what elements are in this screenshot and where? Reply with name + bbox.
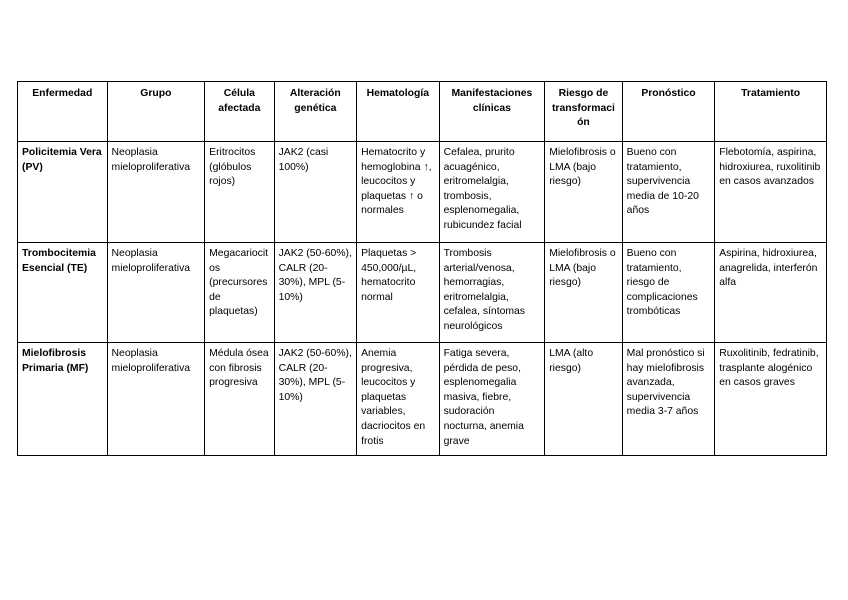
cell-celula: Médula ósea con fibrosis progresiva: [205, 343, 274, 456]
table-row: [18, 142, 827, 243]
cell-manifestaciones: Cefalea, prurito acuagénico, eritromelalgia, trombosis, esplenomegalia, rubicundez facial: [439, 142, 545, 243]
header-grupo: Grupo: [107, 82, 205, 142]
cell-riesgo: Mielofibrosis o LMA (bajo riesgo): [545, 142, 622, 243]
cell-hematologia: Plaquetas > 450,000/µL, hematocrito normal: [357, 243, 440, 343]
cell-grupo: Neoplasia mieloproliferativa: [107, 243, 205, 343]
cell-enfermedad: Trombocitemia Esencial (TE): [18, 243, 108, 343]
cell-riesgo: Mielofibrosis o LMA (bajo riesgo): [545, 243, 622, 343]
header-alteracion: Alteración genética: [274, 82, 357, 142]
cell-grupo: Neoplasia mieloproliferativa: [107, 142, 205, 243]
cell-enfermedad: Mielofibrosis Primaria (MF): [18, 343, 108, 456]
cell-pronostico: Bueno con tratamiento, riesgo de complicaciones trombóticas: [622, 243, 715, 343]
cell-celula: Megacariocitos (precursores de plaquetas): [205, 243, 274, 343]
header-celula: Célula afectada: [205, 82, 274, 142]
cell-pronostico: Bueno con tratamiento, supervivencia media de 10-20 años: [622, 142, 715, 243]
header-riesgo: Riesgo de transformación: [545, 82, 622, 142]
header-hematologia: Hematología: [357, 82, 440, 142]
cell-celula: Eritrocitos (glóbulos rojos): [205, 142, 274, 243]
disease-comparison-table: [17, 81, 827, 456]
header-pronostico: Pronóstico: [622, 82, 715, 142]
table-row: [18, 243, 827, 343]
cell-alteracion: JAK2 (casi 100%): [274, 142, 357, 243]
cell-enfermedad: Policitemia Vera (PV): [18, 142, 108, 243]
cell-riesgo: LMA (alto riesgo): [545, 343, 622, 456]
header-manifestaciones: Manifestaciones clínicas: [439, 82, 545, 142]
cell-hematologia: Anemia progresiva, leucocitos y plaquetas variables, dacriocitos en frotis: [357, 343, 440, 456]
cell-tratamiento: Ruxolitinib, fedratinib, trasplante alogénico en casos graves: [715, 343, 827, 456]
table-header-row: [18, 82, 827, 142]
header-tratamiento: Tratamiento: [715, 82, 827, 142]
cell-alteracion: JAK2 (50-60%), CALR (20-30%), MPL (5-10%): [274, 343, 357, 456]
table-row: [18, 343, 827, 456]
cell-alteracion: JAK2 (50-60%), CALR (20-30%), MPL (5-10%): [274, 243, 357, 343]
cell-pronostico: Mal pronóstico si hay mielofibrosis avanzada, supervivencia media 3-7 años: [622, 343, 715, 456]
cell-grupo: Neoplasia mieloproliferativa: [107, 343, 205, 456]
cell-hematologia: Hematocrito y hemoglobina ↑, leucocitos y plaquetas ↑ o normales: [357, 142, 440, 243]
cell-tratamiento: Aspirina, hidroxiurea, anagrelida, interferón alfa: [715, 243, 827, 343]
cell-tratamiento: Flebotomía, aspirina, hidroxiurea, ruxolitinib en casos avanzados: [715, 142, 827, 243]
header-enfermedad: Enfermedad: [18, 82, 108, 142]
cell-manifestaciones: Fatiga severa, pérdida de peso, esplenomegalia masiva, fiebre, sudoración nocturna, anemia grave: [439, 343, 545, 456]
cell-manifestaciones: Trombosis arterial/venosa, hemorragias, eritromelalgia, cefalea, síntomas neurológicos: [439, 243, 545, 343]
